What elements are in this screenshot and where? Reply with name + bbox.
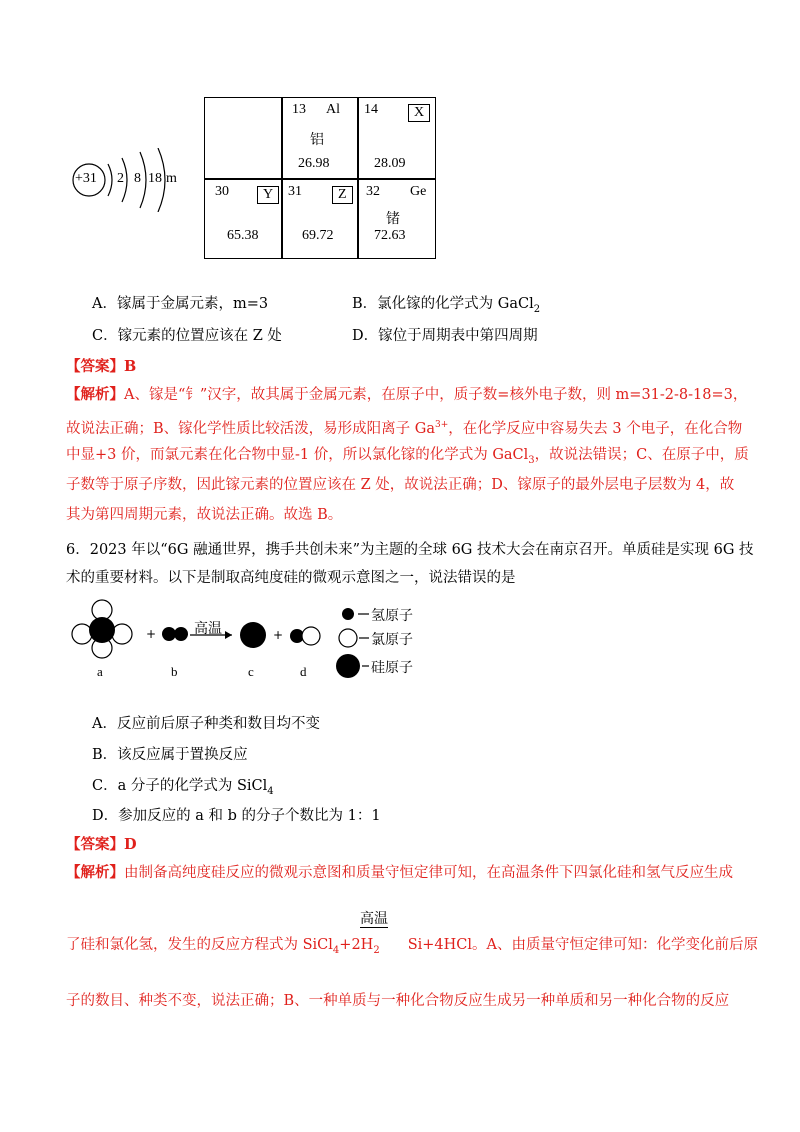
atomic-mass: 72.63 — [374, 228, 406, 243]
q5-option-d: D．镓位于周期表中第四周期 — [352, 328, 538, 344]
table-cell-al — [282, 98, 357, 178]
atomic-number: 30 — [215, 184, 229, 199]
shell-4-count: m — [166, 171, 177, 186]
element-symbol: Ge — [410, 184, 427, 199]
equation-condition — [360, 911, 388, 928]
periodic-table — [204, 97, 436, 259]
analysis-line-4: 子数等于原子序数，因此镓元素的位置应该在 Z 处，故说法正确；D、镓原子的最外层电子层数为 4，故 — [66, 477, 735, 493]
analysis-line-2-sup: 3+ — [435, 420, 449, 430]
analysis-line-5: 其为第四周期元素，故说法正确。故选 B。 — [66, 507, 343, 523]
equation-condition-text: 高温 — [360, 911, 388, 927]
q6-answer: 【答案】D — [66, 836, 137, 853]
atomic-mass: 69.72 — [302, 228, 334, 243]
analysis-line-2c: Si+4HCl。A、由质量守恒定律可知：化学变化前后原 — [407, 937, 758, 953]
q6-option-a: A．反应前后原子种类和数目均不变 — [92, 716, 320, 732]
element-symbol: X — [408, 104, 430, 122]
analysis-tag: 【解析】 — [66, 386, 124, 403]
label-d: d — [300, 664, 307, 679]
atomic-number: 14 — [364, 102, 378, 117]
svg-text:+: + — [273, 628, 284, 642]
shell-2-count: 8 — [134, 171, 141, 186]
analysis-tag: 【解析】 — [66, 864, 124, 881]
atomic-number: 32 — [366, 184, 380, 199]
table-cell-x — [358, 98, 435, 178]
q6-option-c-text: C．a 分子的化学式为 SiCl — [92, 778, 268, 794]
analysis-line-1: A、镓是“钅”汉字，故其属于金属元素，在原子中，质子数=核外电子数，则 m=31-2-8-18=3， — [124, 387, 748, 403]
q5-option-c: C．镓元素的位置应该在 Z 处 — [92, 328, 282, 344]
analysis-line-2a: 了硅和氯化氢，发生的反应方程式为 SiCl — [66, 937, 333, 953]
analysis-line-3a: 中显+3 价，而氯元素在化合物中显-1 价，所以氯化镓的化学式为 GaCl — [66, 447, 529, 463]
q5-option-a: A．镓属于金属元素，m=3 — [92, 296, 269, 312]
table-cell-z — [282, 180, 357, 258]
analysis-line-2b: +2H — [339, 937, 374, 953]
label-a: a — [97, 664, 103, 679]
legend-silicon: 硅原子 — [371, 660, 413, 676]
table-cell-y — [205, 180, 281, 258]
q6-option-c — [92, 776, 274, 802]
analysis-line-1: 由制备高纯度硅反应的微观示意图和质量守恒定律可知，在高温条件下四氯化硅和氢气反应生成 — [124, 865, 733, 881]
legend-chlorine: 氯原子 — [371, 632, 413, 648]
q5-option-b — [352, 294, 540, 320]
q6-option-d: D．参加反应的 a 和 b 的分子个数比为 1：1 — [92, 808, 381, 824]
element-symbol: Z — [332, 186, 353, 204]
atomic-number: 31 — [288, 184, 302, 199]
q5-option-b-sub: 2 — [533, 303, 541, 315]
element-symbol: Y — [257, 186, 279, 204]
shell-3-count: 18 — [148, 171, 162, 186]
legend-hydrogen: 氢原子 — [371, 608, 413, 624]
shell-1-count: 2 — [117, 171, 124, 186]
q5-option-b-text: B．氯化镓的化学式为 GaCl — [352, 296, 534, 312]
q6-option-c-sub: 4 — [267, 785, 274, 797]
analysis-line-2-sub-1: 4 — [332, 944, 340, 956]
table-cell-ge — [358, 180, 435, 258]
atomic-mass: 65.38 — [227, 228, 259, 243]
atomic-number: 13 — [292, 102, 306, 117]
analysis-line-3b: ，故说法错误；C、在原子中，质 — [534, 447, 749, 463]
reaction-condition: 高温 — [194, 621, 222, 637]
svg-text:+: + — [146, 627, 157, 641]
atomic-mass: 28.09 — [374, 156, 406, 171]
analysis-line-2b: ，在化学反应中容易失去 3 个电子，在化合物 — [448, 420, 743, 437]
analysis-line-3-sub: 3 — [528, 454, 535, 466]
analysis-line-2-sub-2: 2 — [373, 944, 380, 956]
analysis-line-2a: 故说法正确；B、镓化学性质比较活泼，易形成阳离子 Ga — [66, 420, 435, 437]
label-c: c — [248, 664, 254, 679]
element-symbol: Al — [326, 102, 340, 117]
atom-structure-diagram — [70, 148, 190, 212]
element-name: 铝 — [310, 133, 324, 148]
q6-option-b: B．该反应属于置换反应 — [92, 747, 248, 763]
reaction-diagram — [66, 598, 456, 684]
element-name: 锗 — [386, 212, 400, 227]
analysis-line-3: 子的数目、种类不变，说法正确；B、一种单质与一种化合物反应生成另一种单质和另一种化合物的反应 — [66, 993, 730, 1009]
q6-stem-line-2: 术的重要材料。以下是制取高纯度硅的微观示意图之一，说法错误的是 — [66, 570, 516, 586]
atomic-mass: 26.98 — [298, 156, 330, 171]
q6-stem-line-1: 6．2023 年以“6G 融通世界，携手共创未来”为主题的全球 6G 技术大会在南京召开。单质硅是实现 6G 技 — [66, 542, 754, 558]
nucleus-charge: +31 — [75, 171, 97, 186]
label-b: b — [171, 664, 178, 679]
q5-answer: 【答案】B — [66, 358, 137, 375]
